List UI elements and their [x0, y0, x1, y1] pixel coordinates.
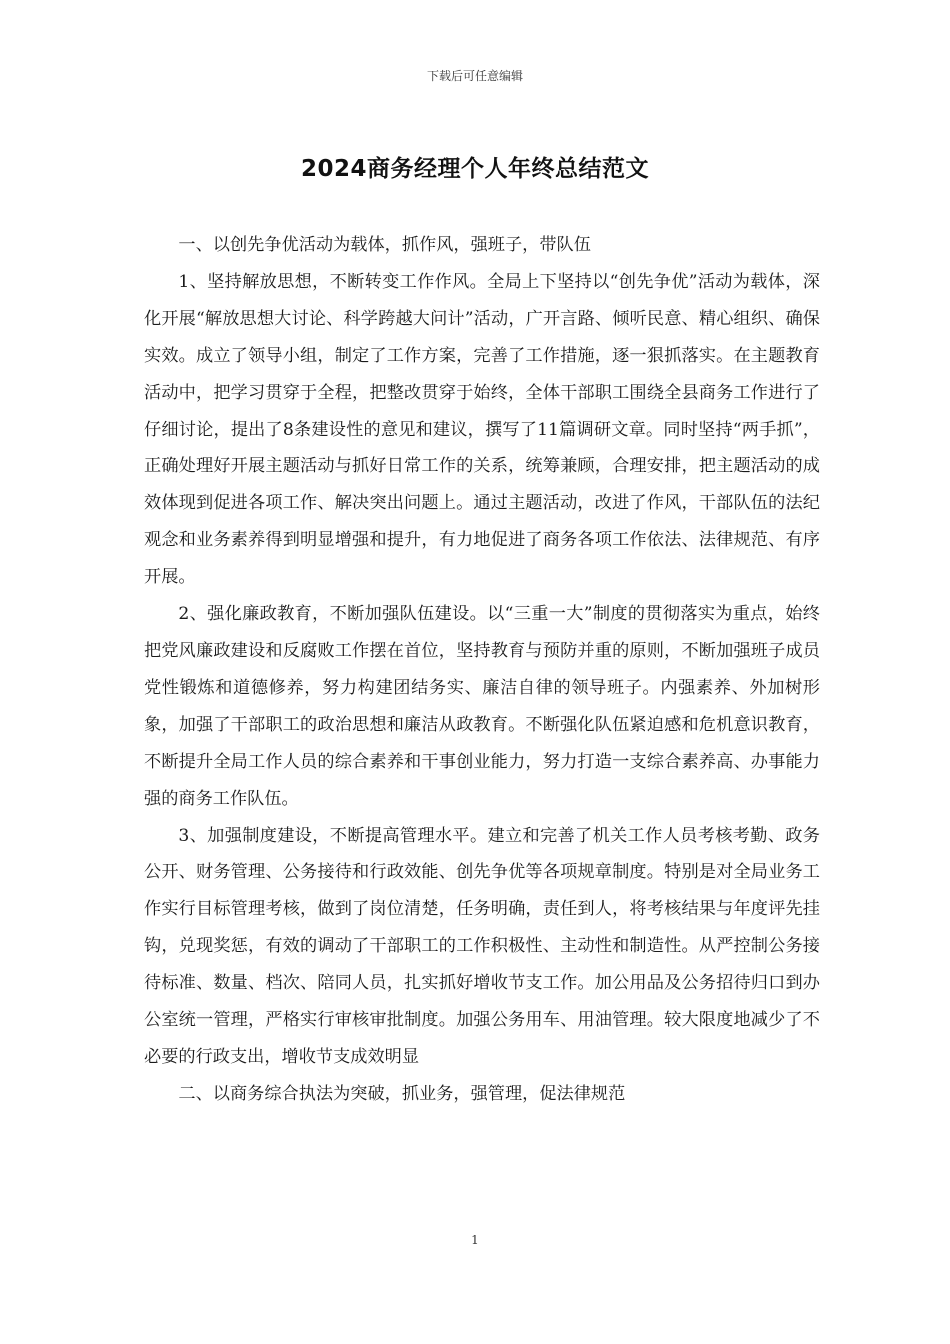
- header-note: 下载后可任意编辑: [426, 69, 523, 83]
- document-title: 2024商务经理个人年终总结范文: [300, 156, 649, 182]
- document-body: [144, 227, 820, 1113]
- body-paragraph: 3、加强制度建设，不断提高管理水平。建立和完善了机关工作人员考核考勤、政务公开、财务管理、公务接待和行政效能、创先争优等各项规章制度。特别是对全局业务工作实行目标管理考核，做到了岗位清楚，任务明确，责任到人，将考核结果与年度评先挂钩，兑现奖惩，有效的调动了干部职工的工作积极性、主动性和制造性。从严控制公务接待标准、数量、档次、陪同人员，扎实抓好增收节支工作。加公用品及公务招待归口到办公室统一管理，严格实行审核审批制度。加强公务用车、用油管理。较大限度地减少了不必要的行政支出，增收节支成效明显: [144, 825, 820, 1067]
- section-heading-2: 二、以商务综合执法为突破，抓业务，强管理，促法律规范: [178, 1083, 626, 1104]
- page-number: 1: [471, 1233, 479, 1247]
- body-paragraph: 2、强化廉政教育，不断加强队伍建设。以“三重一大”制度的贯彻落实为重点，始终把党风廉政建设和反腐败工作摆在首位，坚持教育与预防并重的原则，不断加强班子成员党性锻炼和道德修养，努力构建团结务实、廉洁自律的领导班子。内强素养、外加树形象，加强了干部职工的政治思想和廉洁从政教育。不断强化队伍紧迫感和危机意识教育，不断提升全局工作人员的综合素养和干事创业能力，努力打造一支综合素养高、办事能力强的商务工作队伍。: [144, 604, 820, 809]
- section-heading-1: 一、以创先争优活动为载体，抓作风，强班子，带队伍: [178, 235, 591, 255]
- body-paragraph: 1、坚持解放思想，不断转变工作作风。全局上下坚持以“创先争优”活动为载体，深化开展“解放思想大讨论、科学跨越大问计”活动，广开言路、倾听民意、精心组织、确保实效。成立了领导小组，制定了工作方案，完善了工作措施，逐一狠抓落实。在主题教育活动中，把学习贯穿于全程，把整改贯穿于始终，全体干部职工围绕全县商务工作进行了仔细讨论，提出了8条建设性的意见和建议，撰写了11篇调研文章。同时坚持“两手抓”，正确处理好开展主题活动与抓好日常工作的关系，统筹兼顾，合理安排，把主题活动的成效体现到促进各项工作、解决突出问题上。通过主题活动，改进了作风，干部队伍的法纪观念和业务素养得到明显增强和提升，有力地促进了商务各项工作依法、法律规范、有序开展。: [144, 271, 820, 588]
